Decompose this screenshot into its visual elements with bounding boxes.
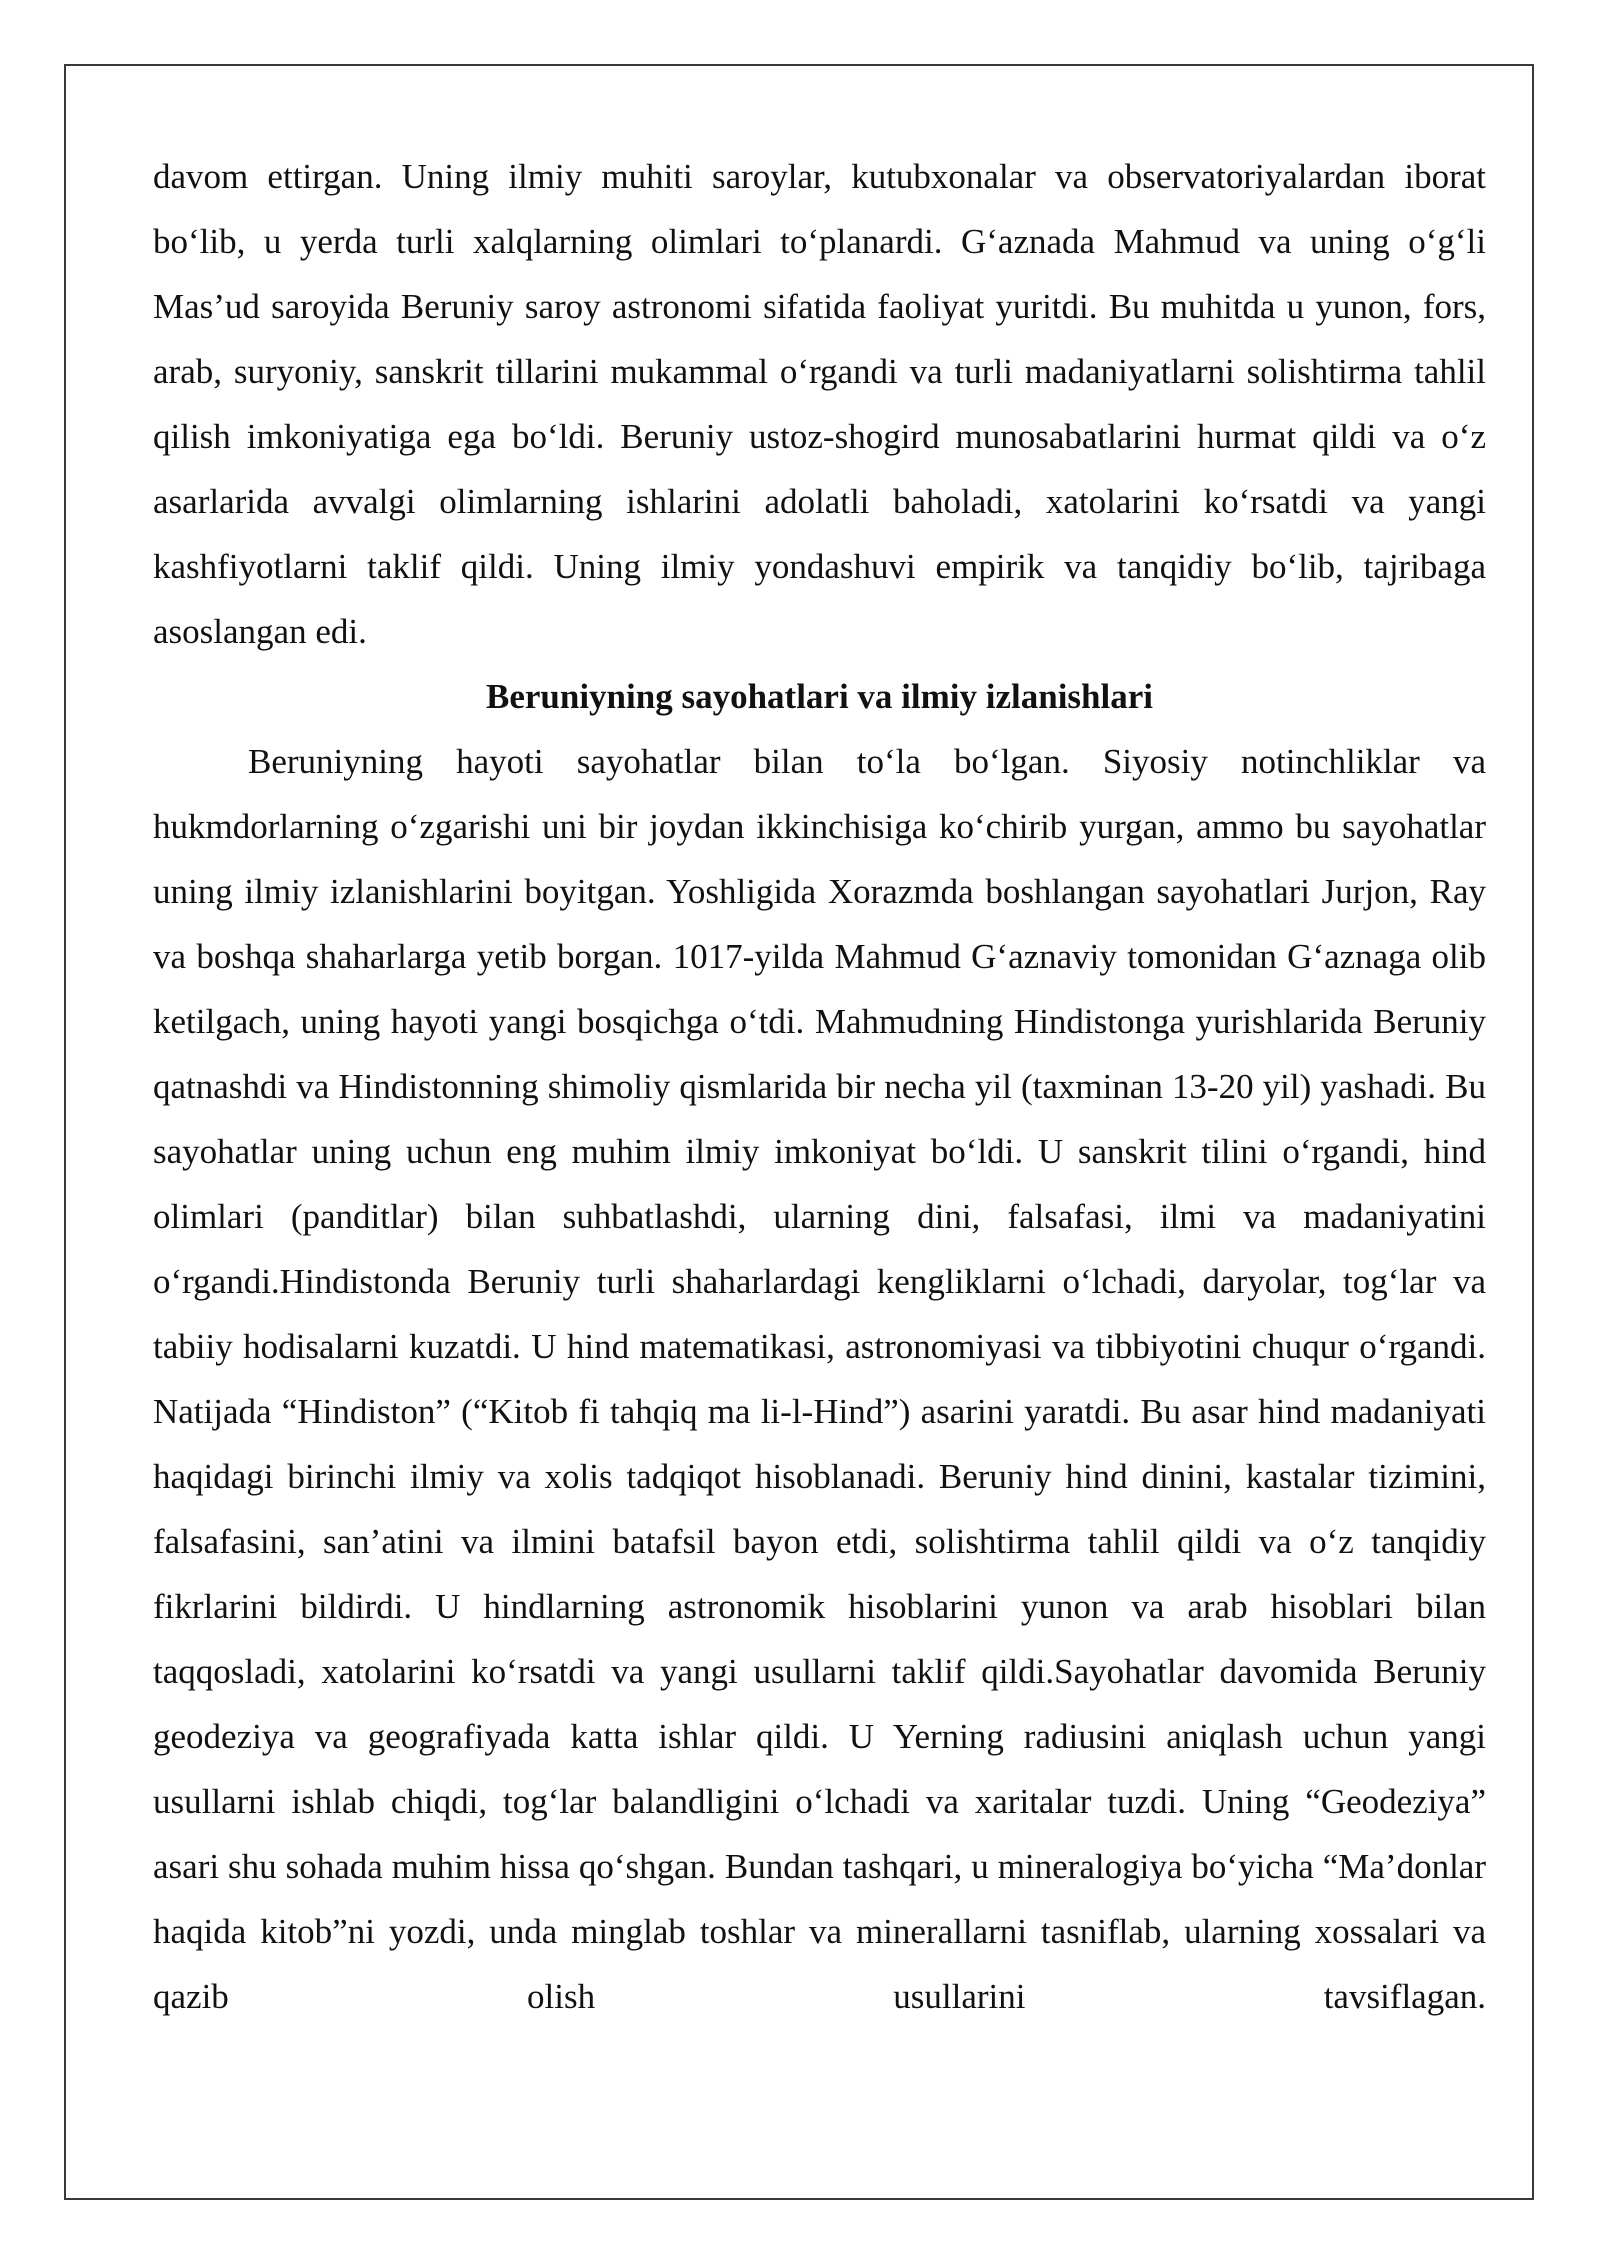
section-heading: Beruniyning sayohatlari va ilmiy izlanishlari <box>485 677 1154 716</box>
paragraph-continuation: davom ettirgan. Uning ilmiy muhiti saroylar, kutubxonalar va observatoriyalardan iborat bo‘lib, u yerda turli xalqlarning olimlari to‘planardi. G‘aznada Mahmud va uning o‘g‘li Mas’ud saroyida Beruniy saroy astronomi sifatida faoliyat yuritdi. Bu muhitda u yunon, fors, arab, suryoniy, sanskrit tillarini mukammal o‘rgandi va turli madaniyatlarni solishtirma tahlil qilish imkoniyatiga ega bo‘ldi. Beruniy ustoz-shogird munosabatlarini hurmat qildi va o‘z asarlarida avvalgi olimlarning ishlarini adolatli baholadi, xatolarini ko‘rsatdi va yangi kashfiyotlarni taklif qildi. Uning ilmiy yondashuvi empirik va tanqidiy bo‘lib, tajribaga asoslangan edi. <box>153 157 1486 651</box>
paragraph-travels: Beruniyning hayoti sayohatlar bilan to‘la bo‘lgan. Siyosiy notinchliklar va hukmdorlarning o‘zgarishi uni bir joydan ikkinchisiga ko‘chirib yurgan, ammo bu sayohatlar uning ilmiy izlanishlarini boyitgan. Yoshligida Xorazmda boshlangan sayohatlari Jurjon, Ray va boshqa shaharlarga yetib borgan. 1017-yilda Mahmud G‘aznaviy tomonidan G‘aznaga olib ketilgach, uning hayoti yangi bosqichga o‘tdi. Mahmudning Hindistonga yurishlarida Beruniy qatnashdi va Hindistonning shimoliy qismlarida bir necha yil (taxminan 13-20 yil) yashadi. Bu sayohatlar uning uchun eng muhim ilmiy imkoniyat bo‘ldi. U sanskrit tilini o‘rgandi, hind olimlari (panditlar) bilan suhbatlashdi, ularning dini, falsafasi, ilmi va madaniyatini o‘rgandi.Hindistonda Beruniy turli shaharlardagi kengliklarni o‘lchadi, daryolar, tog‘lar va tabiiy hodisalarni kuzatdi. U hind matematikasi, astronomiyasi va tibbiyotini chuqur o‘rgandi. Natijada “Hindiston” (“Kitob fi tahqiq ma li-l-Hind”) asarini yaratdi. Bu asar hind madaniyati haqidagi birinchi ilmiy va xolis tadqiqot hisoblanadi. Beruniy hind dinini, kastalar tizimini, falsafasini, san’atini va ilmini batafsil bayon etdi, solishtirma tahlil qildi va o‘z tanqidiy fikrlarini bildirdi. U hindlarning astronomik hisoblarini yunon va arab hisoblari bilan taqqosladi, xatolarini ko‘rsatdi va yangi usullarni taklif qildi.Sayohatlar davomida Beruniy geodeziya va geografiyada katta ishlar qildi. U Yerning radiusini aniqlash uchun yangi usullarni ishlab chiqdi, tog‘lar balandligini o‘lchadi va xaritalar tuzdi. Uning “Geodeziya” asari shu sohada muhim hissa qo‘shgan. Bundan tashqari, u mineralogiya bo‘yicha “Ma’donlar haqida kitob”ni yozdi, unda minglab toshlar va minerallarni tasniflab, ularning xossalari va qazib olish usullarini tavsiflagan. <box>153 742 1486 2016</box>
document-body <box>153 144 1486 2029</box>
